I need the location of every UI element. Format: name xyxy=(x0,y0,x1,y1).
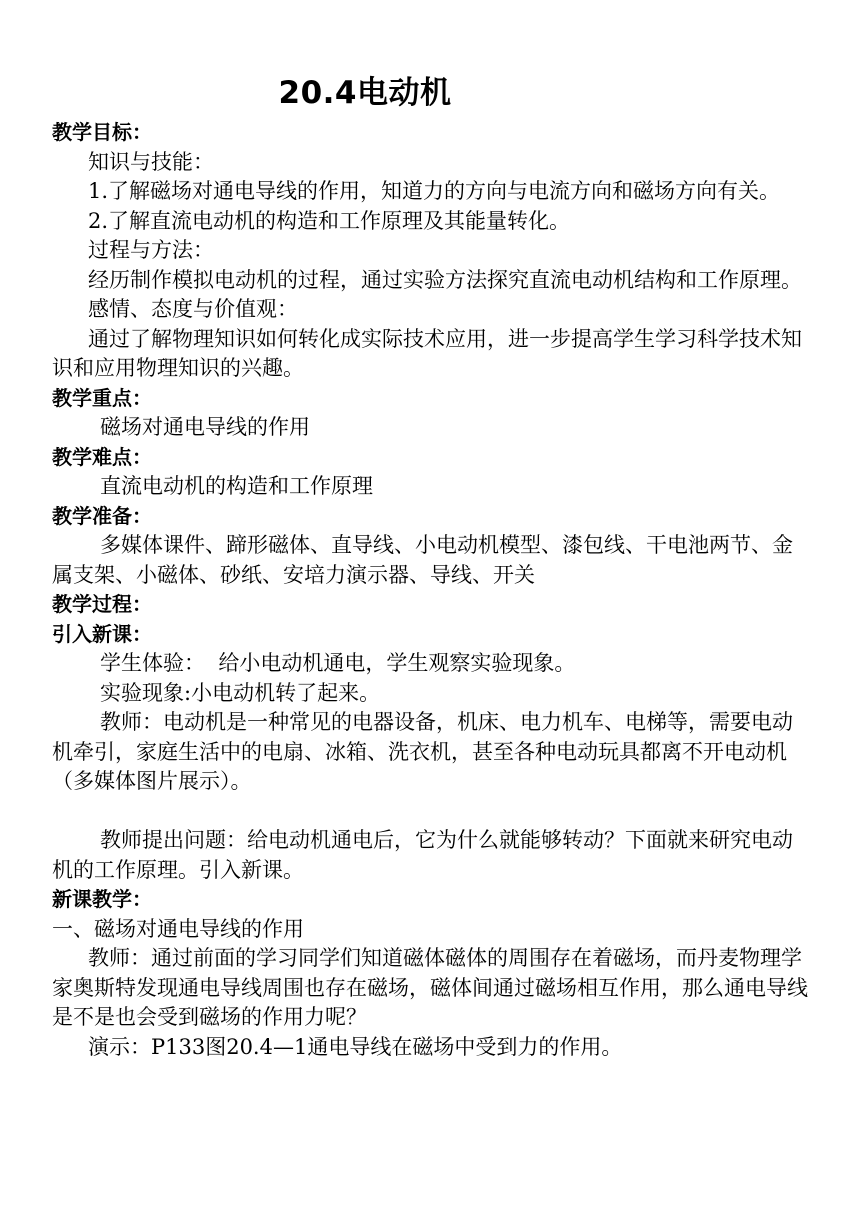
key-point-text: 磁场对通电导线的作用 xyxy=(100,415,310,439)
knowledge-heading: 知识与技能： xyxy=(88,149,214,174)
section-1-teacher-text: 教师：通过前面的学习同学们知道磁体磁体的周围存在着磁场，而丹麦物理学家奥斯特发现通电导线周围也存在磁场，磁体间通过磁场相互作用，那么通电导线是不是也会受到磁场的作用力呢？ xyxy=(52,946,808,1029)
emotion-text: 通过了解物理知识如何转化成实际技术应用，进一步提高学生学习科学技术知识和应用物理知识的兴趣。 xyxy=(52,326,802,380)
document-body xyxy=(52,118,812,1062)
student-experience-text: 学生体验： 给小电动机通电，学生观察实验现象。 xyxy=(100,651,576,675)
preparation-text: 多媒体课件、蹄形磁体、直导线、小电动机模型、漆包线、干电池两节、金属支架、小磁体、砂纸、安培力演示器、导线、开关 xyxy=(52,533,793,587)
demo-text: 演示：P133图20.4—1通电导线在磁场中受到力的作用。 xyxy=(88,1034,623,1059)
emotion-heading: 感情、态度与价值观： xyxy=(88,297,298,321)
process-method-text: 经历制作模拟电动机的过程，通过实验方法探究直流电动机结构和工作原理。 xyxy=(88,267,802,292)
knowledge-item-2: 2.了解直流电动机的构造和工作原理及其能量转化。 xyxy=(88,208,571,233)
section-1-title: 一、磁场对通电导线的作用 xyxy=(52,916,304,941)
teacher-text: 教师：电动机是一种常见的电器设备，机床、电力机车、电梯等，需要电动机牵引，家庭生活中的电扇、冰箱、洗衣机，甚至各种电动玩具都离不开电动机（多媒体图片展示）。 xyxy=(52,710,793,793)
new-lesson-heading: 新课教学： xyxy=(52,887,152,911)
teaching-process-heading: 教学过程： xyxy=(52,592,152,616)
intro-heading: 引入新课： xyxy=(52,621,152,646)
knowledge-item-1: 1.了解磁场对通电导线的作用，知道力的方向与电流方向和磁场方向有关。 xyxy=(88,179,781,203)
key-point-heading: 教学重点： xyxy=(52,385,152,410)
preparation-heading: 教学准备： xyxy=(52,503,152,528)
blank-line xyxy=(52,797,812,827)
process-method-heading: 过程与方法： xyxy=(88,238,214,262)
difficulty-heading: 教学难点： xyxy=(52,444,152,469)
teacher-question-text: 教师提出问题：给电动机通电后，它为什么就能够转动？下面就来研究电动机的工作原理。引入新课。 xyxy=(52,828,793,882)
phenomenon-text: 实验现象:小电动机转了起来。 xyxy=(100,680,381,705)
document-title: 20.4电动机 xyxy=(278,75,452,111)
difficulty-text: 直流电动机的构造和工作原理 xyxy=(100,474,373,498)
objectives-heading: 教学目标： xyxy=(52,120,152,144)
